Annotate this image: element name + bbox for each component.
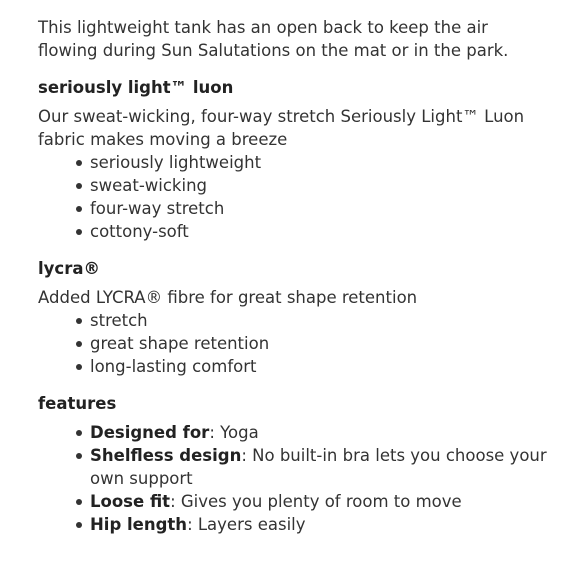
feature-label: Designed for <box>90 423 210 442</box>
feature-text: : Gives you plenty of room to move <box>170 492 462 511</box>
list-item: long-lasting comfort <box>90 355 550 378</box>
list-item: great shape retention <box>90 332 550 355</box>
section-heading-features: features <box>38 394 117 413</box>
feature-item <box>90 513 550 536</box>
feature-item <box>90 490 550 513</box>
feature-text: : No built-in bra lets you choose your own support <box>90 446 547 488</box>
list-item: four-way stretch <box>90 197 550 220</box>
section-heading-luon: seriously light™ luon <box>38 78 234 97</box>
section-luon <box>38 76 550 243</box>
feature-item <box>90 421 550 444</box>
feature-label: Shelfless design <box>90 446 242 465</box>
list-item: cottony-soft <box>90 220 550 243</box>
section-lycra <box>38 257 550 378</box>
feature-label: Loose fit <box>90 492 171 511</box>
feature-text: : Layers easily <box>187 515 306 534</box>
list-item: sweat-wicking <box>90 174 550 197</box>
feature-item <box>90 444 550 490</box>
list-item: seriously lightweight <box>90 151 550 174</box>
bullet-list-luon <box>38 151 550 243</box>
section-heading-lycra: lycra® <box>38 259 100 278</box>
list-item: stretch <box>90 309 550 332</box>
feature-label: Hip length <box>90 515 188 534</box>
intro-paragraph: This lightweight tank has an open back to keep the air flowing during Sun Salutations on the mat or in the park. <box>38 18 509 60</box>
section-description-lycra: Added LYCRA® fibre for great shape retention <box>38 288 418 307</box>
section-features <box>38 392 550 536</box>
section-description-luon: Our sweat-wicking, four-way stretch Seriously Light™ Luon fabric makes moving a breeze <box>38 107 525 149</box>
feature-list <box>38 421 550 536</box>
feature-text: : Yoga <box>209 423 259 442</box>
bullet-list-lycra <box>38 309 550 378</box>
